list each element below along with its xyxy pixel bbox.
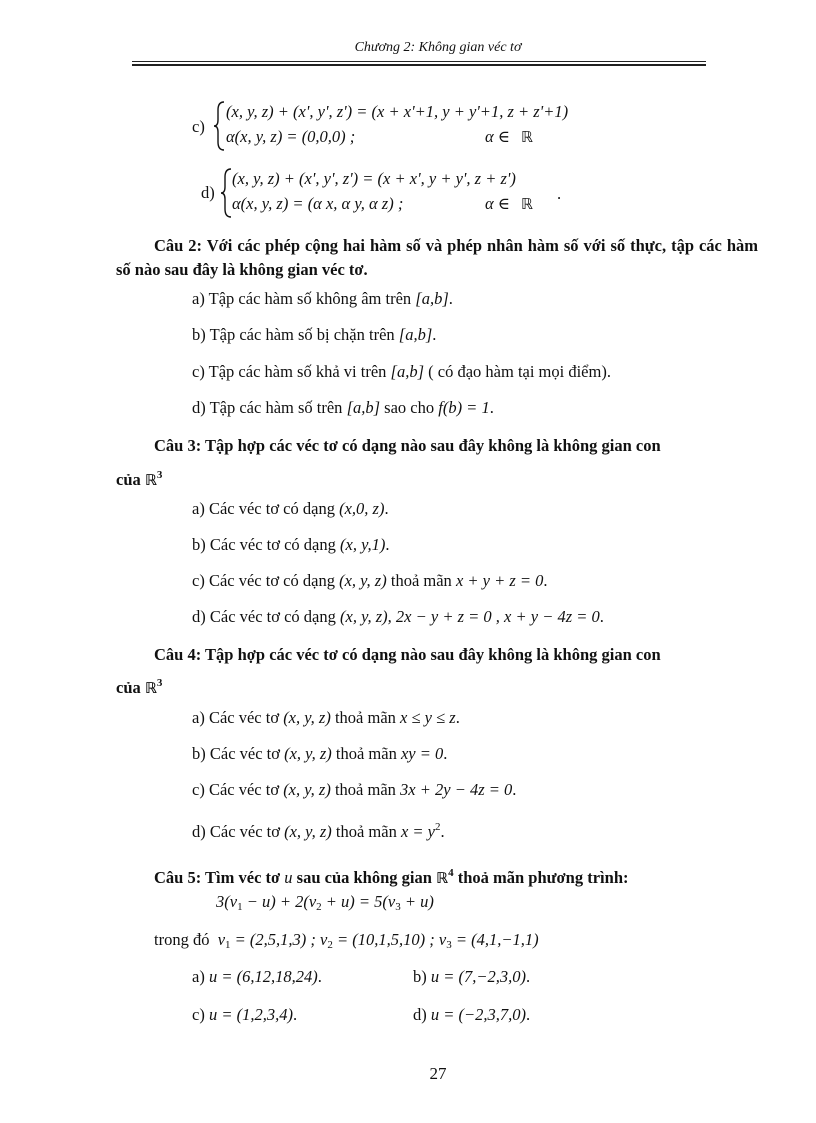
q4-option-d: d) Các véc tơ (x, y, z) thoả mãn $x = y^2$. (192, 821, 445, 841)
interval: [a,b] (346, 398, 381, 417)
system-d-label: d) (201, 183, 215, 202)
q3-option-a: a) Các véc tơ có dạng (x,0, z). (192, 499, 389, 518)
q3-option-b: b) Các véc tơ có dạng (x, y,1). (192, 535, 390, 554)
q3-option-d: d) Các véc tơ có dạng (x, y, z), 2x − y + z = 0 , x + y − 4z = 0. (192, 607, 604, 626)
system-d-set: ℝ (521, 195, 533, 213)
header-rule-thick (132, 64, 706, 66)
system-d-eq1: (x, y, z) + (x', y', z') = (x + x', y + y', z + z') (232, 169, 516, 188)
q4-option-c: c) Các véc tơ (x, y, z) thoả mãn 3x + 2y − 4z = 0. (192, 780, 517, 799)
q5-option-b: b) u = (7,−2,3,0). (413, 967, 531, 986)
system-c-eq2: α(x, y, z) = (0,0,0) ; (226, 127, 356, 146)
interval: [a,b] (398, 325, 433, 344)
system-c-cond: α ∈ (485, 127, 510, 146)
system-c-eq1: (x, y, z) + (x', y', z') = (x + x'+1, y + y'+1, z + z'+1) (226, 102, 569, 121)
system-c-label: c) (192, 117, 205, 136)
q4-option-a: a) Các véc tơ (x, y, z) thoả mãn x ≤ y ≤ z. (192, 708, 460, 727)
q2-option-d: d) Tập các hàm số trên [a,b] sao cho f(b) = 1. (192, 398, 494, 417)
system-d-cond: α ∈ (485, 194, 510, 213)
q5-where: trong đó $v_1 = (2,5,1,3)$ ; $v_2 = (10,1,5,10)$ ; $v_3 = (4,1,-1,1)$ (154, 930, 539, 951)
condition: f(b) = 1 (438, 398, 490, 417)
system-c-set: ℝ (521, 128, 533, 146)
q5-equation: $3(v_1 - u) + 2(v_2 + u) = 5(v_3 + u)$ (216, 892, 434, 913)
system-d-eq2: α(x, y, z) = (α x, α y, α z) ; (232, 194, 404, 213)
brace-icon (212, 100, 226, 152)
q2-option-b: b) Tập các hàm số bị chặn trên [a,b]. (192, 325, 437, 344)
q5-option-c: c) u = (1,2,3,4). (192, 1005, 298, 1024)
q2-option-c: c) Tập các hàm số khả vi trên [a,b] ( có đạo hàm tại mọi điểm). (192, 362, 611, 381)
q5-title: Câu 5: Tìm véc tơ u sau của không gian ℝ$^4$ thoả mãn phương trình: (154, 867, 629, 887)
page-number: 27 (429, 1064, 447, 1083)
q3-title: Câu 3: Tập hợp các véc tơ có dạng nào sau đây không là không gian con (154, 436, 661, 455)
q5-option-a: a) u = (6,12,18,24). (192, 967, 322, 986)
interval: [a,b] (390, 362, 425, 381)
q2-option-a: a) Tập các hàm số không âm trên [a,b]. (192, 289, 453, 308)
page-header: Chương 2: Không gian véc tơ (354, 40, 522, 55)
q4-title: Câu 4: Tập hợp các véc tơ có dạng nào sau đây không là không gian con (154, 645, 661, 664)
header-rule-thin (132, 61, 706, 62)
q4-title-line2: của ℝ$^3$ (116, 677, 163, 697)
q3-title-line2: của ℝ$^3$ (116, 469, 163, 489)
q3-option-c: c) Các véc tơ có dạng (x, y, z) thoả mãn x + y + z = 0. (192, 571, 548, 590)
interval: [a,b] (415, 289, 449, 308)
q5-option-d: d) u = (−2,3,7,0). (413, 1005, 531, 1024)
q4-option-b: b) Các véc tơ (x, y, z) thoả mãn xy = 0. (192, 744, 448, 763)
system-d-end: . (557, 184, 562, 203)
brace-icon (219, 167, 233, 219)
q2-title: Câu 2: Với các phép cộng hai hàm số và phép nhân hàm số với số thực, tập các hàm số nào sau đây là không gian véc tơ. (116, 236, 758, 279)
